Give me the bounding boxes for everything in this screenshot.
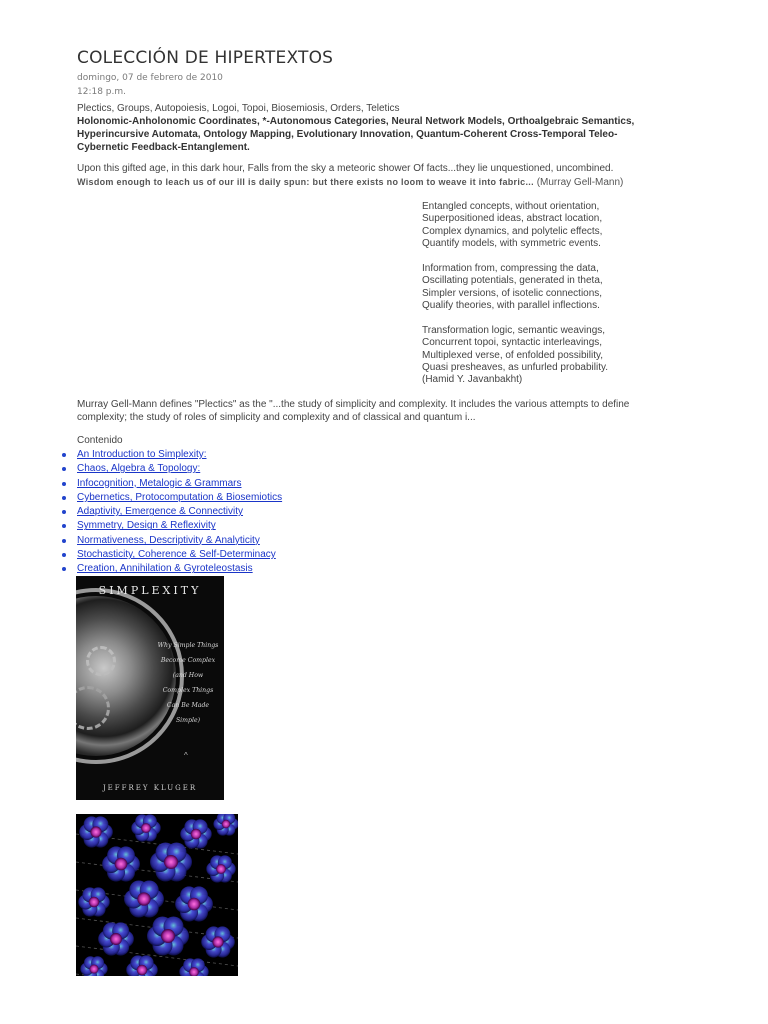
contents-heading: Contenido [77, 435, 123, 446]
book-subtitle [154, 638, 222, 728]
poem-line: Superpositioned ideas, abstract location, [422, 213, 603, 225]
book-cover-image [76, 576, 224, 800]
list-item [62, 492, 282, 506]
poem-line: Quasi presheaves, as unfurled probability. [422, 361, 609, 373]
poem-stanza-2 [422, 263, 662, 312]
book-subtitle-line: Why Simple Things [157, 642, 219, 649]
post-time: 12:18 p.m. [77, 87, 126, 97]
bullet-icon [62, 482, 66, 486]
toc-link-simplexity[interactable]: An Introduction to Simplexity: [77, 449, 207, 460]
list-item [62, 449, 282, 463]
book-subtitle-line: Can Be Made Simple) [166, 702, 210, 724]
bullet-icon [62, 567, 66, 571]
poem-line: Complex dynamics, and polytelic effects, [422, 225, 603, 237]
toc-link-chaos[interactable]: Chaos, Algebra & Topology: [77, 463, 201, 475]
list-item [62, 506, 282, 520]
list-item [62, 535, 282, 549]
molecule-blob [179, 958, 208, 976]
bullet-icon [62, 524, 66, 528]
toc-link-normativeness[interactable]: Normativeness, Descriptivity & Analyticity [77, 534, 260, 546]
quote-attribution: (Murray Gell-Mann) [536, 177, 624, 188]
post-date: domingo, 07 de febrero de 2010 [77, 73, 223, 83]
toc-link-stochasticity[interactable]: Stochasticity, Coherence & Self-Determinacy [77, 549, 276, 561]
book-subtitle-line: (and How [172, 672, 204, 679]
molecule-blob [102, 846, 140, 881]
molecule-blob [126, 955, 158, 976]
poem-line: Information from, compressing the data, [422, 263, 599, 274]
molecule-blob [98, 922, 134, 955]
molecule-blob [147, 916, 189, 955]
post-tags: Plectics, Groups, Autopoiesis, Logoi, Topoi, Biosemiosis, Orders, Teletics [77, 103, 400, 114]
toc-link-infocognition[interactable]: Infocognition, Metalogic & Grammars [77, 477, 242, 489]
poem-line: Simpler versions, of isotelic connections, [422, 287, 603, 299]
molecule-blob [131, 814, 160, 841]
poem-line: Transformation logic, semantic weavings, [422, 325, 606, 336]
toc-link-creation[interactable]: Creation, Annihilation & Gyroteleostasis [77, 563, 253, 575]
bullet-icon [62, 539, 66, 543]
poem-line: Entangled concepts, without orientation, [422, 201, 600, 212]
gear-icon [86, 646, 116, 676]
post-title: COLECCIÓN DE HIPERTEXTOS [77, 48, 334, 68]
poem-line: Quantify models, with symmetric events. [422, 237, 601, 249]
toc-link-cybernetics[interactable]: Cybernetics, Protocomputation & Biosemiotics [77, 491, 283, 503]
molecule-blob [175, 886, 213, 921]
book-subtitle-line: Complex Things [162, 687, 214, 694]
molecule-blob [206, 855, 235, 882]
molecule-blob [79, 816, 113, 847]
poem-author: (Hamid Y. Javanbakht) [422, 374, 523, 386]
poem-stanza-3 [422, 325, 662, 386]
molecule-blob [213, 814, 238, 836]
molecule-blob [124, 880, 164, 917]
book-author: JEFFREY KLUGER [102, 784, 198, 792]
plectics-paragraph: Murray Gell-Mann defines "Plectics" as the "...the study of simplicity and complexity. It includes the various attempts to define complexity; the study of roles of simplicity and complexity and of classical and quantum i... [77, 399, 630, 423]
poem-line: Qualify theories, with parallel inflections. [422, 299, 600, 311]
molecular-structure-image [76, 814, 238, 976]
bullet-icon [62, 453, 66, 457]
list-item [62, 520, 282, 534]
quote-line-1: Upon this gifted age, in this dark hour, Falls from the sky a meteoric shower Of facts...they lie unquestioned, uncombined. [77, 163, 614, 174]
toc-link-symmetry[interactable]: Symmetry, Design & Reflexivity [77, 520, 216, 532]
molecule-blob [201, 926, 235, 957]
molecule-blob [80, 956, 107, 976]
poem-line: Concurrent topoi, syntactic interleavings, [422, 337, 603, 349]
quote-line-2-text: Wisdom enough to leach us of our ill is daily spun: but there exists no loom to weave it into fabric... [77, 177, 534, 187]
poem-line: Oscillating potentials, generated in theta, [422, 275, 603, 287]
toc-link-adaptivity[interactable]: Adaptivity, Emergence & Connectivity [77, 506, 244, 518]
bullet-icon [62, 467, 66, 471]
poem-line: Multiplexed verse, of enfolded possibility, [422, 349, 604, 361]
contents-list [62, 449, 282, 578]
book-subtitle-line: Become Complex [160, 657, 216, 664]
caret-up-icon: ^ [184, 751, 188, 760]
molecule-blob [180, 819, 212, 848]
list-item [62, 549, 282, 563]
keywords-paragraph: Holonomic-Anholonomic Coordinates, *-Autonomous Categories, Neural Network Models, Orthoalgebraic Semantics, Hyperincursive Automata, Ontology Mapping, Evolutionary Innovation, Quantum-Coherent Cross-Temporal Teleo-Cybernetic Feedback-Entanglement. [77, 116, 635, 153]
molecule-graphic [76, 814, 238, 976]
bullet-icon [62, 496, 66, 500]
bullet-icon [62, 553, 66, 557]
poem-stanza-1 [422, 201, 662, 250]
molecule-blob [78, 887, 110, 916]
book-title: SIMPLEXITY [98, 584, 202, 597]
bullet-icon [62, 510, 66, 514]
list-item [62, 478, 282, 492]
quote-line-2 [77, 177, 697, 188]
list-item [62, 463, 282, 477]
